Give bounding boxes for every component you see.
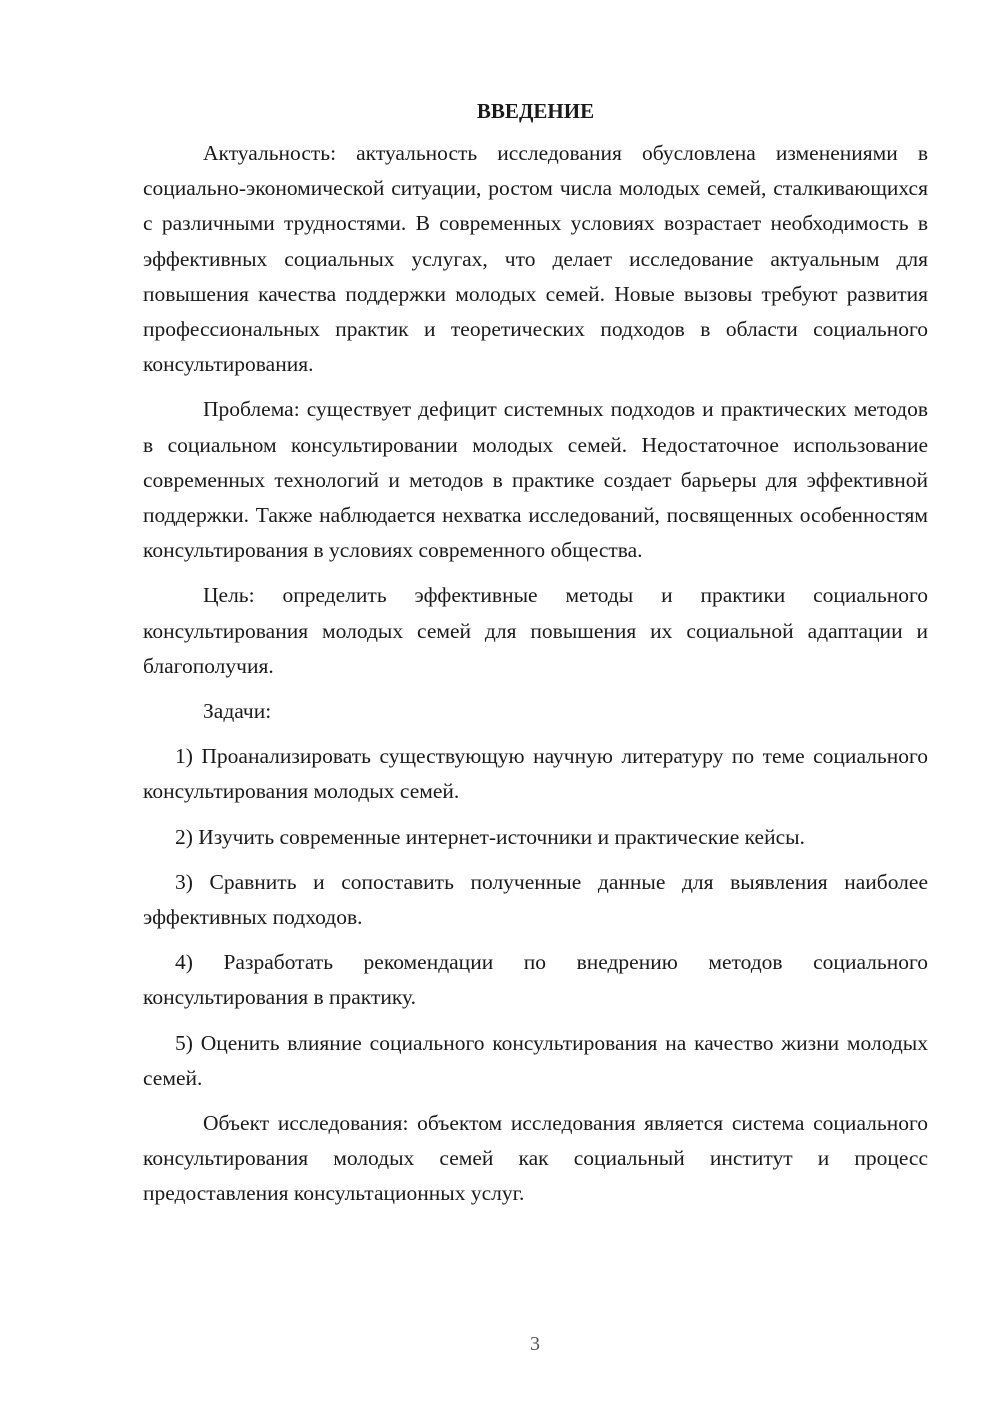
document-page	[143, 94, 928, 1222]
goal-paragraph: Цель: определить эффективные методы и практики социального консультирования молодых семей для повышения их социальной адаптации и благополучия.	[143, 583, 928, 678]
task-item-3: 3) Сравнить и сопоставить полученные данные для выявления наиболее эффективных подходов.	[143, 869, 928, 930]
task-item-1: 1) Проанализировать существующую научную литературу по теме социального консультирования молодых семей.	[143, 744, 928, 804]
tasks-heading: Задачи:	[203, 699, 272, 724]
task-item-4: 4) Разработать рекомендации по внедрению методов социального консультирования в практику.	[143, 950, 928, 1010]
problem-paragraph: Проблема: существует дефицит системных подходов и практических методов в социальном консультировании молодых семей. Недостаточное использование современных технологий и методов в практике создает барьеры для эффективной поддержки. Также наблюдается нехватка исследований, посвященных особенностям консультирования в условиях современного общества.	[143, 397, 928, 563]
object-paragraph: Объект исследования: объектом исследования является система социального консультирования молодых семей как социальный институт и процесс предоставления консультационных услуг.	[143, 1111, 928, 1206]
task-item-2: 2) Изучить современные интернет-источники и практические кейсы.	[175, 824, 805, 849]
relevance-paragraph: Актуальность: актуальность исследования обусловлена изменениями в социально-экономической ситуации, ростом числа молодых семей, сталкивающихся с различными трудностями. В современных условиях возрастает необходимость в эффективных социальных услугах, что делает исследование актуальным для повышения качества поддержки молодых семей. Новые вызовы требуют развития профессиональных практик и теоретических подходов в области социального консультирования.	[143, 141, 928, 377]
task-item-5: 5) Оценить влияние социального консультирования на качество жизни молодых семей.	[143, 1030, 928, 1090]
section-title: ВВЕДЕНИЕ	[476, 99, 595, 123]
page-number: 3	[530, 1333, 540, 1355]
